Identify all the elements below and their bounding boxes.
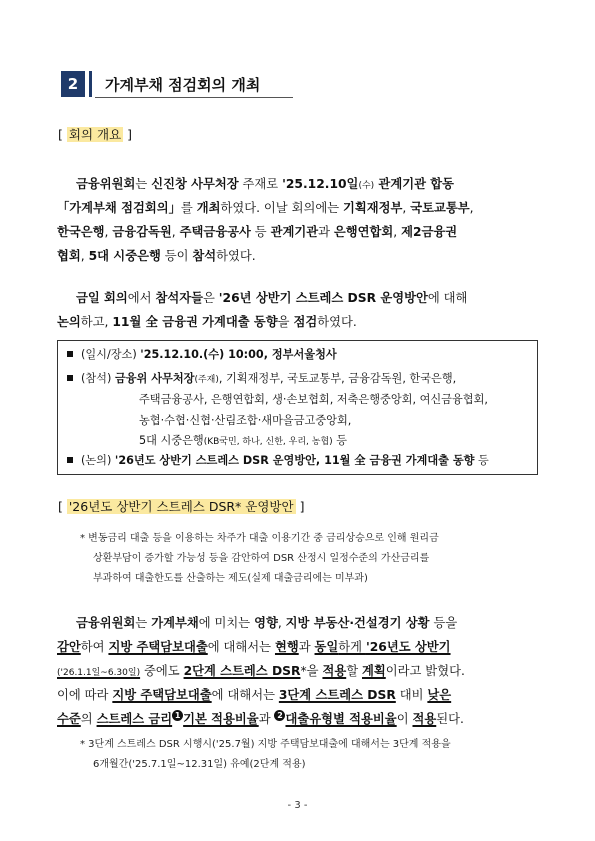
box-row-agenda: (논의) '26년도 상반기 스트레스 DSR 운영방안, 11월 全 금융권 가계대출 동향 등 (67, 451, 489, 472)
box-row-attendees-2: 주택금융공사, 은행연합회, 생·손보협회, 저축은행중앙회, 여신금융협회, (139, 393, 488, 406)
square-bullet-icon (67, 351, 73, 357)
overview-paragraph-2-line-1: 금일 회의에서 참석자들은 '26년 상반기 스트레스 DSR 운영방안에 대해 (76, 291, 468, 305)
plan-heading-text: '26년도 상반기 스트레스 DSR* 운영방안 (68, 499, 294, 514)
bracket-close: ] (127, 127, 133, 142)
overview-heading-text: 회의 개요 (68, 127, 122, 142)
square-bullet-icon (67, 457, 73, 463)
bracket-close: ] (299, 499, 305, 514)
footnote-2-line-1: * 3단계 스트레스 DSR 시행시('25.7월) 지방 주택담보대출에 대해서는 3단계 적용을 (80, 739, 451, 750)
page-number: - 3 - (287, 800, 308, 811)
section-bar (89, 71, 92, 97)
plan-paragraph-line-1: 금융위원회는 가계부채에 미치는 영향, 지방 부동산·건설경기 상황 등을 (76, 616, 458, 630)
overview-paragraph-1-line-2: 「가계부채 점검회의」를 개최하였다. 이날 회의에는 기획재정부, 국토교통부, (57, 201, 474, 215)
box-row-attendees-3: 농협·수협·신협·산림조합·새마을금고중앙회, (139, 414, 352, 427)
section-underline (95, 97, 293, 98)
footnote-1-line-1: * 변동금리 대출 등을 이용하는 차주가 대출 이용기간 중 금리상승으로 인해 원리금 (80, 533, 439, 544)
plan-heading (58, 497, 304, 515)
footnote-1-line-2: 상환부담이 증가할 가능성 등을 감안하여 DSR 산정시 일정수준의 가산금리를 (93, 553, 430, 564)
box-row-datetime: (일시/장소) '25.12.10.(수) 10:00, 정부서울청사 (67, 345, 337, 366)
box-row-attendees-4: 5대 시중은행(KB국민, 하나, 신한, 우리, 농협) 등 (139, 434, 348, 447)
plan-paragraph-line-4: 이에 따라 지방 주택담보대출에 대해서는 3단계 스트레스 DSR 대비 낮은 (57, 688, 452, 702)
overview-paragraph-1-line-4: 협회, 5대 시중은행 등이 참석하였다. (57, 249, 256, 263)
bracket-open: [ (58, 127, 63, 142)
circled-number-2-icon: 2 (274, 710, 285, 721)
plan-paragraph-line-2: 감안하여 지방 주택담보대출에 대해서는 현행과 동일하게 '26년도 상반기 (57, 640, 451, 654)
overview-paragraph-1-line-3: 한국은행, 금융감독원, 주택금융공사 등 관계기관과 은행연합회, 제2금융권 (57, 225, 458, 239)
overview-paragraph-1-line-1: 금융위원회는 신진창 사무처장 주재로 '25.12.10일(수) 관계기관 합동 (76, 177, 454, 191)
meeting-info-box (57, 340, 538, 475)
box-row-attendees: (참석) 금융위 사무처장(주재), 기획재정부, 국토교통부, 금융감독원, 한국은행, (67, 369, 456, 391)
bracket-open: [ (58, 499, 63, 514)
square-bullet-icon (67, 375, 73, 381)
section-title: 가계부채 점검회의 개최 (105, 76, 261, 94)
footnote-2-line-2: 6개월간('25.7.1일~12.31일) 유예(2단계 적용) (93, 759, 306, 770)
plan-paragraph-line-5: 수준의 스트레스 금리 1 기본 적용비율과 2 대출유형별 적용비율이 적용된다. (57, 711, 464, 726)
circled-number-1-icon: 1 (172, 710, 183, 721)
overview-heading (58, 125, 132, 143)
plan-paragraph-line-3: ('26.1.1일~6.30일) 중에도 2단계 스트레스 DSR*을 적용할 계획이라고 밝혔다. (57, 664, 465, 678)
overview-paragraph-2-line-2: 논의하고, 11월 全 금융권 가계대출 동향을 점검하였다. (57, 315, 357, 329)
section-number: 2 (61, 71, 85, 97)
footnote-1-line-3: 부과하여 대출한도를 산출하는 제도(실제 대출금리에는 미부과) (93, 573, 368, 584)
